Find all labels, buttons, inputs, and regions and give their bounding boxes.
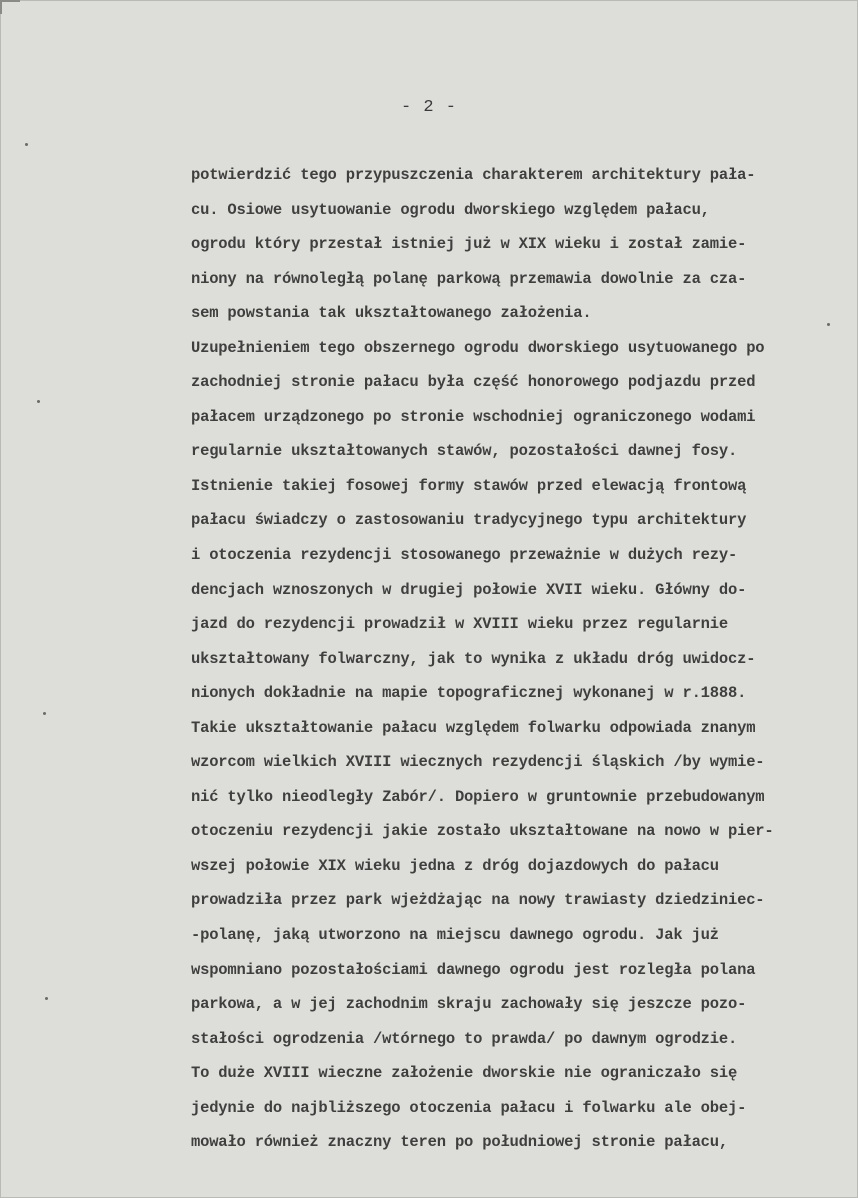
text-line: parkowa, a w jej zachodnim skraju zachowały się jeszcze pozo- (191, 995, 747, 1014)
text-line: wspomniano pozostałościami dawnego ogrodu jest rozległa polana (191, 960, 756, 979)
text-line: pałacu świadczy o zastosowaniu tradycyjnego typu architektury (191, 511, 747, 530)
paper-speck (827, 323, 830, 326)
text-line: sem powstania tak ukształtowanego założenia. (191, 304, 592, 323)
binding-hole-mark (37, 400, 40, 403)
text-line: otoczeniu rezydencji jakie zostało ukształtowane na nowo w pier- (191, 822, 774, 841)
text-line: dencjach wznoszonych w drugiej połowie XVII wieku. Główny do- (191, 580, 747, 599)
text-line: Uzupełnieniem tego obszernego ogrodu dworskiego usytuowanego po (191, 338, 765, 357)
text-line: Istnienie takiej fosowej formy stawów przed elewacją frontową (191, 476, 747, 495)
text-line: niony na równoległą polanę parkową przemawia dowolnie za cza- (191, 269, 747, 288)
text-line: zachodniej stronie pałacu była część honorowego podjazdu przed (191, 373, 756, 392)
text-line: prowadziła przez park wjeżdżając na nowy trawiasty dziedziniec- (191, 891, 765, 910)
text-line: potwierdzić tego przypuszczenia charakterem architektury pała- (191, 166, 756, 184)
text-line: cu. Osiowe usytuowanie ogrodu dworskiego względem pałacu, (191, 200, 710, 219)
page-corner-mark (0, 0, 20, 14)
text-line: stałości ogrodzenia /wtórnego to prawda/ po dawnym ogrodzie. (191, 1029, 738, 1048)
text-line: ukształtowany folwarczny, jak to wynika z układu dróg uwidocz- (191, 649, 756, 668)
page-number: - 2 - (400, 98, 457, 117)
text-line: wzorcom wielkich XVIII wiecznych rezydencji śląskich /by wymie- (191, 753, 765, 772)
text-line: jedynie do najbliższego otoczenia pałacu i folwarku ale obej- (191, 1098, 747, 1117)
text-line: wszej połowie XIX wieku jedna z dróg dojazdowych do pałacu (191, 856, 719, 875)
text-line: jazd do rezydencji prowadził w XVIII wieku przez regularnie (191, 615, 728, 634)
text-line: i otoczenia rezydencji stosowanego przeważnie w dużych rezy- (191, 546, 738, 565)
body-text (191, 158, 851, 1160)
binding-hole-mark (45, 997, 48, 1000)
text-line: nić tylko nieodległy Zabór/. Dopiero w gruntownie przebudowanym (191, 787, 765, 806)
text-line: Takie ukształtowanie pałacu względem folwarku odpowiada znanym (191, 718, 756, 737)
text-line: To duże XVIII wieczne założenie dworskie nie ograniczało się (191, 1064, 738, 1083)
text-line: nionych dokładnie na mapie topograficznej wykonanej w r.1888. (191, 684, 747, 703)
binding-hole-mark (25, 143, 28, 146)
text-line: pałacem urządzonego po stronie wschodniej ograniczonego wodami (191, 407, 756, 426)
text-line: -polanę, jaką utworzono na miejscu dawnego ogrodu. Jak już (191, 926, 719, 945)
text-line: regularnie ukształtowanych stawów, pozostałości dawnej fosy. (191, 442, 738, 461)
text-line: mowało również znaczny teren po południowej stronie pałacu, (191, 1133, 728, 1152)
binding-hole-mark (43, 712, 46, 715)
text-line: ogrodu który przestał istniej już w XIX wieku i został zamie- (191, 235, 747, 254)
